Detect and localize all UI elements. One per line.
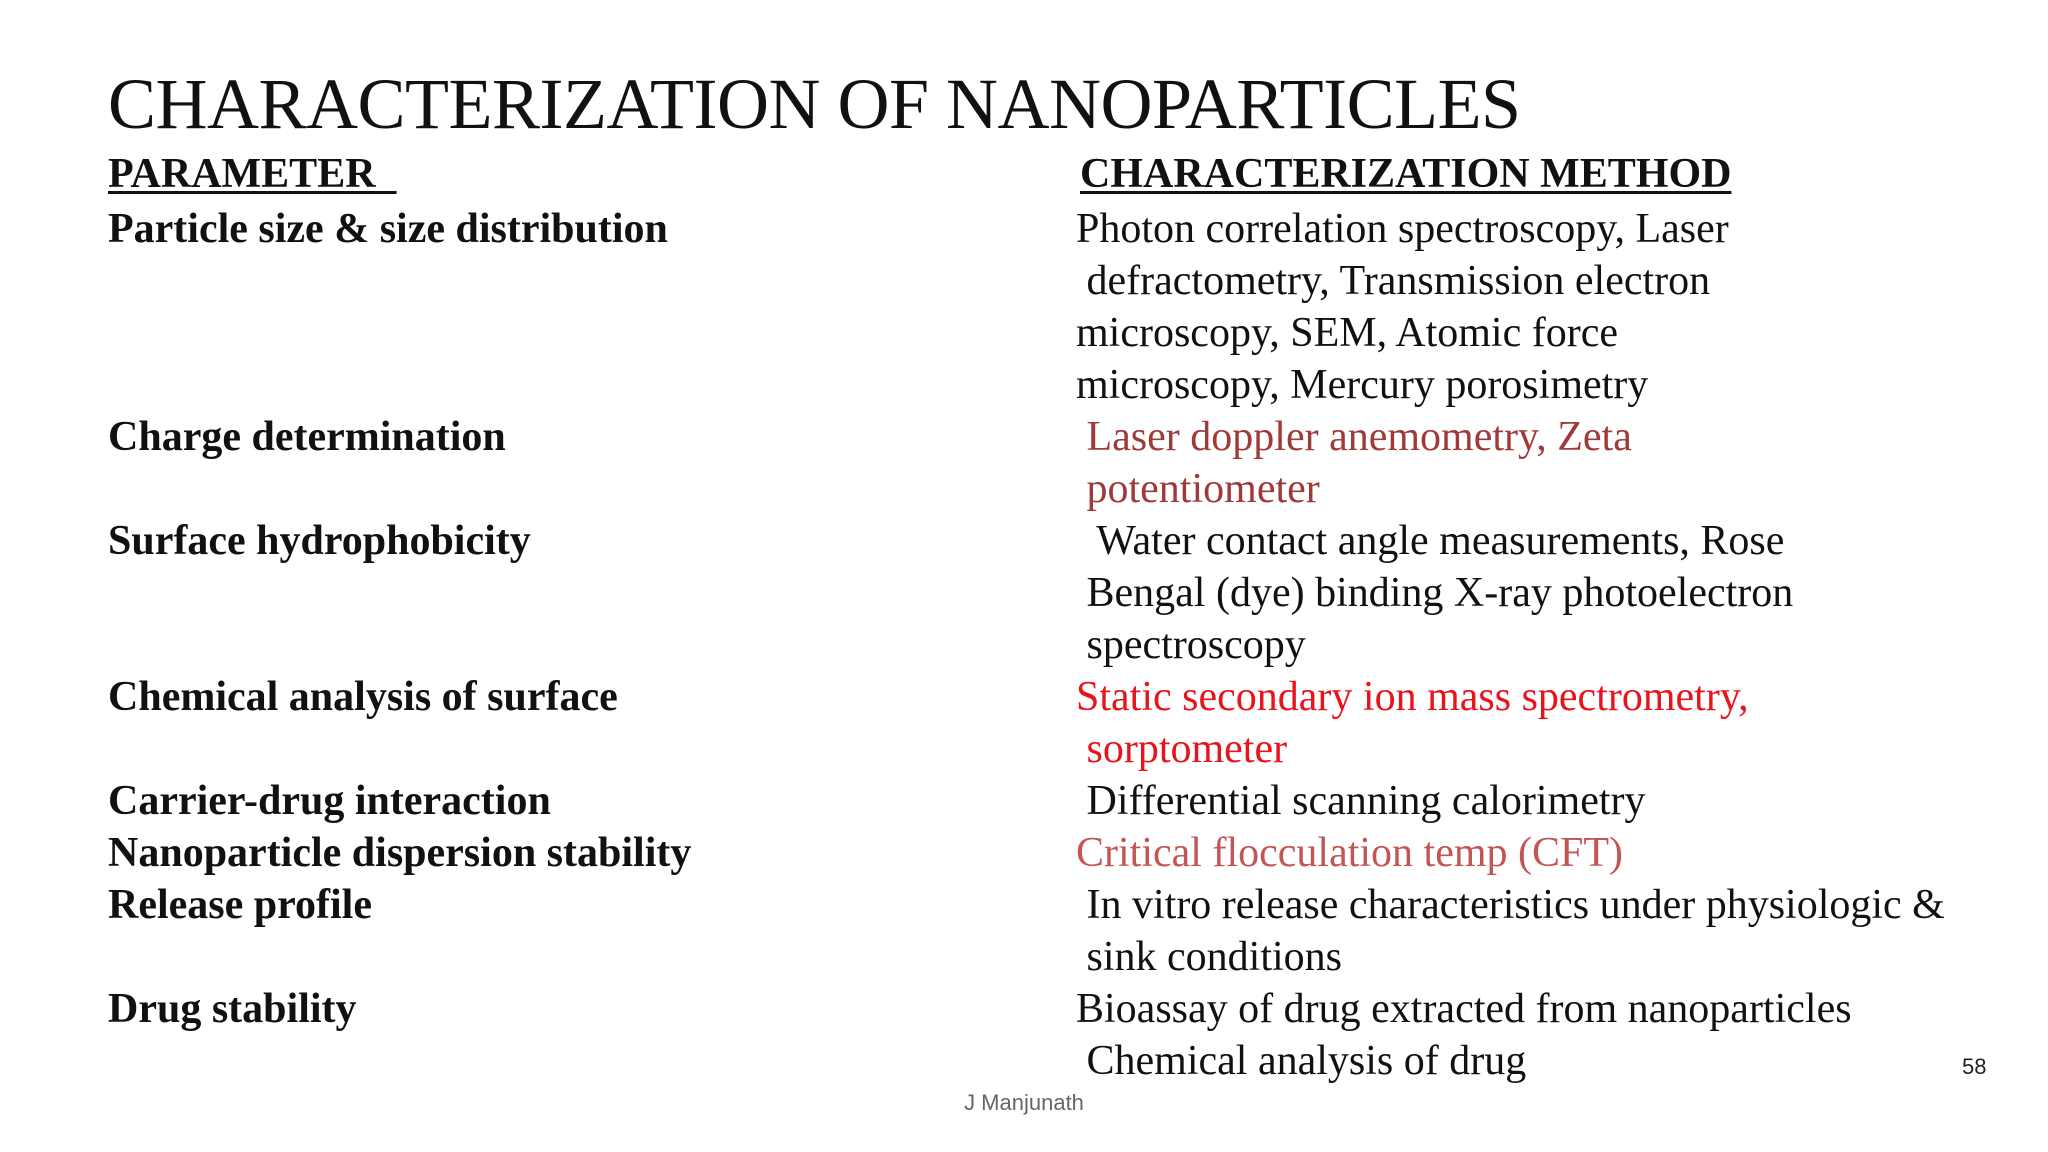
method-text (1076, 671, 2048, 775)
table-row (0, 775, 2048, 827)
method-text (1076, 983, 2048, 1087)
table-row (0, 515, 2048, 671)
method-line: Water contact angle measurements, Rose (1076, 518, 1785, 564)
method-text (1076, 515, 2048, 671)
parameter-label: Charge determination (108, 414, 506, 460)
method-line: Chemical analysis of drug (1076, 1038, 1527, 1084)
method-line: microscopy, SEM, Atomic force (1076, 310, 1619, 356)
method-text (1076, 879, 2048, 983)
parameter-label: Release profile (108, 882, 372, 928)
method-line: Differential scanning calorimetry (1076, 778, 1646, 824)
method-line: Laser doppler anemometry, Zeta (1076, 414, 1632, 460)
method-line: microscopy, Mercury porosimetry (1076, 362, 1649, 408)
method-text (1076, 203, 2048, 411)
parameter-label: Chemical analysis of surface (108, 674, 618, 720)
method-line: In vitro release characteristics under physiologic & (1076, 882, 1945, 928)
method-line: defractometry, Transmission electron (1076, 258, 1711, 304)
parameter-label: Surface hydrophobicity (108, 518, 531, 564)
method-line: Bengal (dye) binding X-ray photoelectron (1076, 570, 1794, 616)
method-line: Photon correlation spectroscopy, Laser (1076, 206, 1729, 252)
method-line: sorptometer (1076, 726, 1288, 772)
method-line: potentiometer (1076, 466, 1320, 512)
table-row (0, 671, 2048, 775)
method-text (1076, 411, 2048, 515)
table-row (0, 411, 2048, 515)
method-text (1076, 827, 2048, 879)
characterization-table (0, 203, 2048, 1087)
page-number: 58 (1962, 1054, 1987, 1079)
method-text (1076, 775, 2048, 827)
footer-author: J Manjunath (964, 1090, 1084, 1115)
method-column-header: CHARACTERIZATION METHOD (1080, 151, 1732, 197)
method-line: sink conditions (1076, 934, 1343, 980)
table-row (0, 983, 2048, 1087)
parameter-column-header: PARAMETER (108, 151, 397, 197)
parameter-label: Particle size & size distribution (108, 206, 668, 252)
table-row (0, 203, 2048, 411)
method-line: Critical flocculation temp (CFT) (1076, 830, 1624, 876)
parameter-label: Nanoparticle dispersion stability (108, 830, 692, 876)
method-line: Static secondary ion mass spectrometry, (1076, 674, 1749, 720)
slide-title: CHARACTERIZATION OF NANOPARTICLES (108, 64, 1521, 144)
parameter-label: Carrier-drug interaction (108, 778, 551, 824)
table-row (0, 879, 2048, 983)
method-line: spectroscopy (1076, 622, 1306, 668)
method-line: Bioassay of drug extracted from nanoparticles (1076, 986, 1852, 1032)
table-row (0, 827, 2048, 879)
parameter-label: Drug stability (108, 986, 357, 1032)
